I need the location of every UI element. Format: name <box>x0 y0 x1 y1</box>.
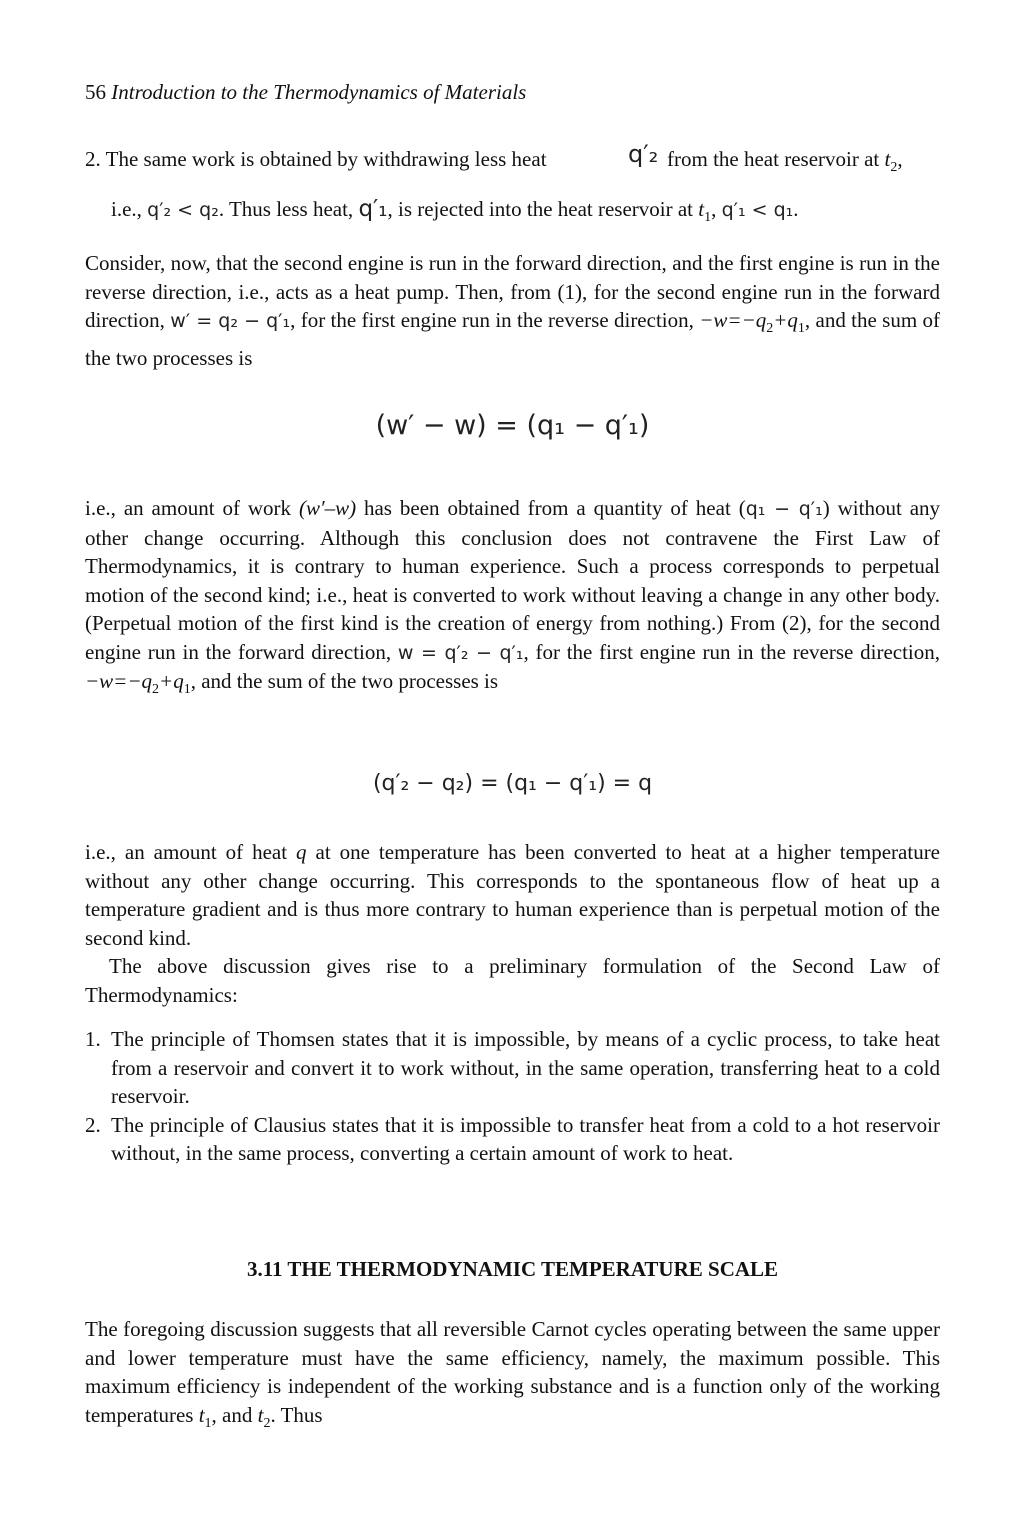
section-heading: 3.11 THE THERMODYNAMIC TEMPERATURE SCALE <box>246 1257 779 1281</box>
var-t: t <box>698 197 705 221</box>
para3-text1: i.e., an amount of heat <box>85 840 288 864</box>
math-q1p-lt-q1: q′₁ < q₁ <box>721 199 794 221</box>
var-q: q <box>296 840 307 864</box>
expr-plus-q: +q <box>159 669 184 693</box>
expr-plus-q: +q <box>773 308 798 332</box>
page-number: 56 <box>85 80 106 104</box>
running-header <box>85 80 526 105</box>
expr-work: (w′–w) <box>298 496 357 520</box>
math-q1-prime: q′₁ <box>358 196 388 222</box>
para2-text1: i.e., an amount of work <box>85 496 292 520</box>
para1-text3: , and the sum of the two processes is <box>85 308 941 370</box>
item2-number: 2. <box>85 147 101 171</box>
equation-2: (q′₂ − q₂) = (q₁ − q′₁) = q <box>372 771 653 796</box>
para5-mid: , and <box>211 1402 253 1427</box>
sub-1: 1 <box>204 1415 212 1431</box>
principle-thomsen: The principle of Thomsen states that it is impossible, by means of a cyclic process, to take heat from a reservoir and convert it to work without, in the same operation, transferring heat to a cold reservoir. <box>111 1027 940 1108</box>
list-item <box>85 1111 940 1168</box>
math-w-prime-eq: w′ = q₂ − q′₁ <box>170 310 291 332</box>
paragraph-above-discussion: The above discussion gives rise to a preliminary formulation of the Second Law of Thermodynamics: <box>85 954 940 1007</box>
para2-text2: has been obtained from a quantity of heat ( <box>363 496 746 520</box>
para5-end: . Thus <box>270 1402 323 1427</box>
expr-minus-w: −w=−q <box>85 669 153 693</box>
list-item <box>85 1025 940 1111</box>
math-w-eq: w = q′₂ − q′₁ <box>397 641 524 664</box>
book-title: Introduction to the Thermodynamics of Materials <box>111 80 527 104</box>
item2-line1-tail <box>667 147 903 176</box>
var-t: t <box>257 1402 264 1427</box>
paragraph-consider <box>85 249 940 372</box>
item2-line2 <box>111 196 799 226</box>
sub-1: 1 <box>183 682 191 698</box>
equation-1: (w′ − w) = (q₁ − q′₁) <box>375 410 650 441</box>
sub-2: 2 <box>152 682 160 698</box>
math-q2p-lt-q2: q′₂ < q₂ <box>147 199 219 221</box>
item2-line1 <box>85 147 547 172</box>
para1-text: Consider, now, that the second engine is run in the forward direction, and the first engine is run in the reverse direction, i.e., acts as a heat pump. Then, from (1), for the second engine run in the forward direction, <box>85 251 940 332</box>
punct: . <box>793 197 799 221</box>
sub-2: 2 <box>766 321 774 337</box>
sub-1: 1 <box>704 210 712 226</box>
sub-1: 1 <box>797 321 805 337</box>
principles-list <box>85 1025 940 1168</box>
punct: , <box>711 197 717 221</box>
item2-text: The same work is obtained by withdrawing less heat <box>105 147 547 171</box>
item2-tail-text: from the heat reservoir at <box>667 147 880 171</box>
principle-clausius: The principle of Clausius states that it is impossible to transfer heat from a cold to a hot reservoir without, in the same process, converting a certain amount of work to heat. <box>111 1112 940 1165</box>
sub-2: 2 <box>890 160 898 176</box>
sub-2: 2 <box>263 1415 271 1431</box>
var-t: t <box>198 1402 205 1427</box>
paragraph-foregoing <box>85 1315 940 1438</box>
math-q2-prime: q′₂ <box>628 140 659 168</box>
para3-text2: at one temperature has been converted to heat at a higher temperature without any other change occurring. This corresponds to the spontaneous flow of heat up a temperature gradient and is thus more contrary to human experience than is perpetual motion of the second kind. <box>85 840 941 950</box>
para5-text1: The foregoing discussion suggests that all reversible Carnot cycles operating between the same upper and lower temperature must have the same efficiency, namely, the maximum possible. This maximum efficiency is independent of the working substance and is a function only of the working temperatures <box>85 1317 940 1427</box>
list-number: 1. <box>85 1027 101 1051</box>
para2-text4: , for the first engine run in the reverse direction, <box>523 639 941 664</box>
punct: , <box>897 147 903 171</box>
para2-text5: , and the sum of the two processes is <box>190 669 499 693</box>
para2-text3: ) without any other change occurring. Although this conclusion does not contravene the First Law of Thermodynamics, it is contrary to human experience. Such a process corresponds to perpetual motion of the second kind; i.e., heat is converted to work without leaving a change in any other body. (Perpetual motion of the first kind is the creation of energy from nothing.) From (2), for the second engine run in the forward direction, <box>85 496 941 664</box>
math-q1-minus-q1p: q₁ − q′₁ <box>745 498 823 520</box>
item2-line2-tail: , is rejected into the heat reservoir at <box>387 197 694 221</box>
paragraph-work <box>85 494 940 705</box>
list-number: 2. <box>85 1112 101 1137</box>
para1-text2: , for the first engine run in the reverse direction, <box>290 308 694 332</box>
ie-label: i.e., <box>111 197 142 221</box>
paragraph-heat <box>85 838 940 1009</box>
item2-line2-text: . Thus less heat, <box>218 197 354 221</box>
var-t: t <box>884 147 891 171</box>
expr-minus-w: −w=−q <box>699 308 767 332</box>
